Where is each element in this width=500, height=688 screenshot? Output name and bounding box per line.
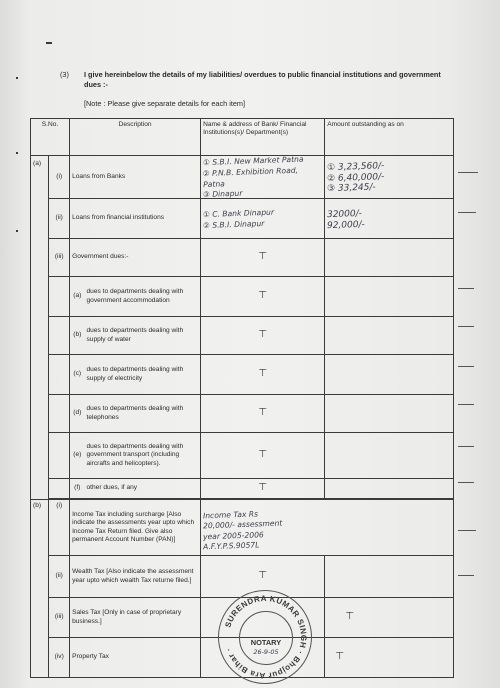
blank-cell	[49, 479, 70, 499]
row-description: Sales Tax [Only in case of proprietary business.]	[70, 598, 201, 638]
row-label-b: (b)	[31, 500, 49, 678]
margin-dash	[458, 530, 476, 531]
row-amount-cell	[325, 239, 454, 277]
row-description: Loans from Banks	[70, 156, 201, 199]
row-amount-cell	[325, 156, 454, 199]
sub-row-letter: (d)	[70, 395, 85, 433]
tick-mark: ⊤	[201, 556, 325, 598]
blank-cell	[49, 355, 70, 395]
sub-row-description: dues to departments dealing with telephones	[85, 395, 201, 433]
header-amount: Amount outstanding as on	[325, 119, 454, 156]
handwritten-entry: ① 3,23,560/-	[327, 161, 385, 174]
tick-mark: ⊤	[201, 395, 325, 433]
section-title: I give hereinbelow the details of my liabilities/ overdues to public financial institutions and government dues :-	[84, 70, 441, 89]
handwritten-entry: year 2005-2006	[202, 529, 265, 541]
header-sno: S.No.	[31, 119, 70, 156]
stamp-ring-label: SURENDRA KUMAR SINGH · Bhojpur Ara Bihar ·	[223, 593, 309, 681]
sub-row-letter: (a)	[70, 277, 85, 317]
row-number: (i)	[49, 156, 70, 199]
scan-mark	[16, 152, 18, 154]
handwritten-entry: ③ Dinapur	[202, 188, 243, 199]
row-number: (iii)	[49, 598, 70, 638]
income-tax-handwritten	[201, 500, 454, 556]
header-description: Description	[70, 119, 201, 156]
row-label-a: (a)	[31, 156, 49, 500]
table-row	[31, 239, 454, 277]
handwritten-entry: Income Tax Rs	[202, 508, 259, 520]
row-number: (ii)	[49, 556, 70, 598]
sub-row-description: dues to departments dealing with government accommodation	[85, 277, 201, 317]
sub-row-letter: (f)	[70, 479, 85, 499]
handwritten-entry: ② 6,40,000/-	[327, 171, 385, 184]
row-number: (i)	[49, 500, 70, 556]
margin-dash	[458, 404, 474, 405]
handwritten-entry: ① C. Bank Dinapur	[202, 207, 275, 220]
row-amount-cell	[325, 199, 454, 239]
blank-cell	[49, 277, 70, 317]
blank-cell	[49, 433, 70, 479]
tick-mark: ⊤	[325, 638, 454, 678]
tick-mark: ⊤	[201, 355, 325, 395]
row-number: (iv)	[49, 638, 70, 678]
margin-dash	[458, 288, 474, 289]
table-row	[31, 199, 454, 239]
sub-row-letter: (c)	[70, 355, 85, 395]
row-amount-cell	[325, 277, 454, 317]
handwritten-entry: A.F.Y.P.S.9057L	[202, 540, 260, 552]
margin-dash	[458, 212, 476, 213]
stamp-date: 26-9-05	[253, 648, 279, 656]
header-name-address: Name & address of Bank/ Financial Institutions(s)/ Department(s)	[201, 119, 325, 156]
row-name-cell	[201, 156, 325, 199]
row-amount-cell	[325, 479, 454, 499]
row-number: (iii)	[49, 239, 70, 277]
scan-mark	[16, 77, 18, 79]
handwritten-entry: ② P.N.B. Exhibition Road, Patna	[202, 165, 299, 189]
stamp-title: NOTARY	[248, 638, 284, 647]
tick-mark: ⊤	[325, 598, 454, 638]
handwritten-entry: 92,000/-	[327, 219, 366, 231]
row-amount-cell	[325, 395, 454, 433]
tick-mark: ⊤	[201, 479, 325, 499]
row-description: Loans from financial institutions	[70, 199, 201, 239]
blank-cell	[49, 317, 70, 355]
scan-mark	[46, 42, 52, 44]
table-row	[31, 277, 454, 317]
tick-mark: ⊤	[201, 277, 325, 317]
table-row	[31, 479, 454, 499]
row-number: (ii)	[49, 199, 70, 239]
margin-dash	[458, 326, 474, 327]
tick-mark: ⊤	[201, 239, 325, 277]
row-name-cell	[201, 199, 325, 239]
tick-mark: ⊤	[201, 317, 325, 355]
blank-cell	[49, 395, 70, 433]
handwritten-entry: 20,000/- assessment	[202, 518, 283, 531]
table-header-row	[31, 119, 454, 156]
row-description: Wealth Tax [Also indicate the assessment year upto which wealth Tax returne filed.]	[70, 556, 201, 598]
table-row	[31, 500, 454, 556]
table-row	[31, 317, 454, 355]
section-number: (3)	[60, 70, 69, 79]
sub-row-description: dues to departments dealing with supply of water	[85, 317, 201, 355]
margin-dash	[458, 172, 478, 173]
row-description: Income Tax including surcharge [Also indicate the assessments year upto which Income Tax Return filed. Give also permanent Account Number (PAN)]	[70, 500, 201, 556]
table-row	[31, 433, 454, 479]
sub-row-description: other dues, if any	[85, 479, 201, 499]
handwritten-entry: ③ 33,245/-	[327, 182, 377, 195]
row-amount-cell	[325, 433, 454, 479]
handwritten-entry: 32000/-	[327, 208, 363, 221]
handwritten-entry: ② S.B.I. Dinapur	[202, 218, 265, 230]
margin-dash	[458, 366, 474, 367]
sub-row-letter: (e)	[70, 433, 85, 479]
section-note: [Note : Please give separate details for each item]	[84, 99, 246, 108]
scan-mark	[16, 230, 18, 232]
sub-row-description: dues to departments dealing with government transport (including aircrafts and helicopters).	[85, 433, 201, 479]
notary-stamp	[218, 590, 312, 684]
row-description: Government dues:-	[70, 239, 201, 277]
table-row	[31, 355, 454, 395]
sub-row-letter: (b)	[70, 317, 85, 355]
table-row	[31, 395, 454, 433]
row-description: Property Tax	[70, 638, 201, 678]
table-row	[31, 156, 454, 199]
tick-mark: ⊤	[201, 433, 325, 479]
row-amount-cell	[325, 556, 454, 598]
row-amount-cell	[325, 317, 454, 355]
margin-dash	[458, 482, 474, 483]
margin-dash	[458, 575, 474, 576]
margin-dash	[458, 446, 474, 447]
sub-row-description: dues to departments dealing with supply of electricity	[85, 355, 201, 395]
handwritten-entry: ① S.B.I. New Market Patna	[202, 154, 304, 168]
row-amount-cell	[325, 355, 454, 395]
